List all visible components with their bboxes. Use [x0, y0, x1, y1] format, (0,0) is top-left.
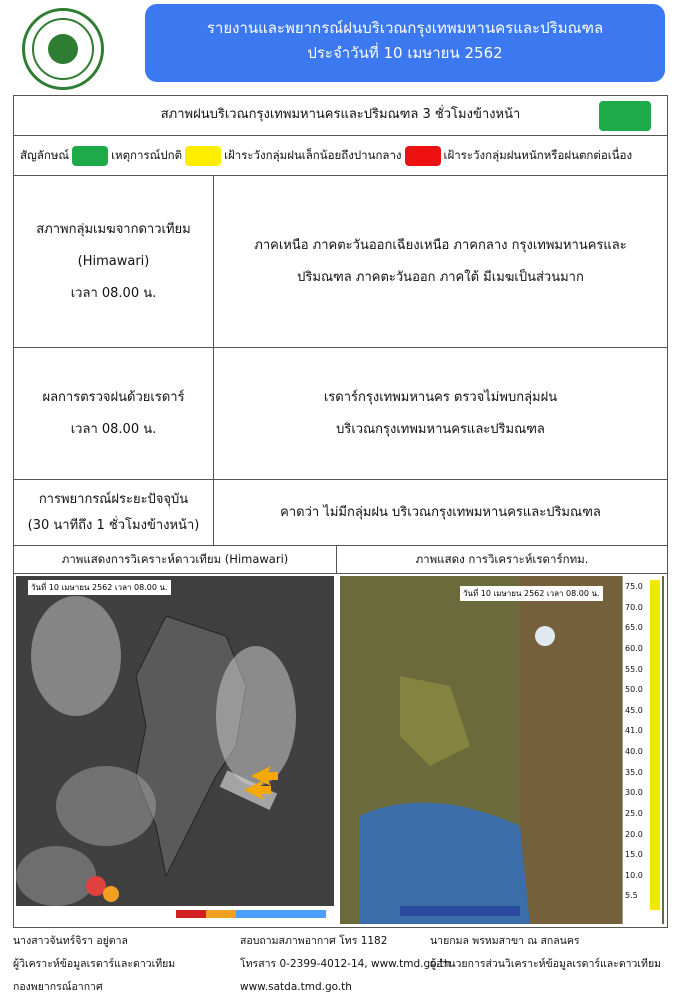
analyst-name: นางสาวจันทร์จิรา อยู่ตาล	[13, 935, 128, 947]
radar-label	[14, 348, 214, 479]
radar-scale-tick: 50.0	[625, 685, 643, 695]
legend-text-heavy-rain: เฝ้าระวังกลุ่มฝนหนักหรือฝนตกต่อเนื่อง	[443, 147, 633, 162]
contact-website[interactable]: www.satda.tmd.go.th	[240, 981, 352, 993]
nowcast-label-title: การพยากรณ์ฝระยะปัจจุบัน	[38, 491, 189, 507]
radar-scale-tick: 30.0	[625, 788, 643, 798]
table-title-row	[14, 96, 667, 136]
satellite-map-graphic	[16, 576, 334, 924]
radar-scale-bar	[650, 580, 660, 910]
satellite-label-title: สภาพกลุ่มเมฆจากดาวเทียม	[36, 221, 191, 237]
radar-scale-tick: 70.0	[625, 602, 643, 612]
radar-timestamp: วันที่ 10 เมษายน 2562 เวลา 08.00 น.	[460, 586, 603, 601]
satellite-row	[14, 176, 667, 348]
radar-scale-tick: 55.0	[625, 664, 643, 674]
logo-emblem	[48, 34, 78, 64]
director-name: นายกมล พรหมสาขา ณ สกลนคร	[430, 935, 580, 947]
images-area	[14, 574, 667, 929]
tmd-logo	[22, 8, 104, 90]
nowcast-text: คาดว่า ไม่มีกลุ่มฝน บริเวณกรุงเทพมหานครและปริมณฑล	[280, 504, 601, 520]
radar-scale-tick: 20.0	[625, 829, 643, 839]
report-table	[13, 95, 668, 928]
radar-row	[14, 348, 667, 480]
satellite-label-time: เวลา 08.00 น.	[70, 285, 157, 301]
satellite-image-caption: ภาพแสดงการวิเคราะห์ดาวเทียม (Himawari)	[14, 546, 337, 573]
radar-scale-tick: 40.0	[625, 747, 643, 756]
legend-text-light-rain: เฝ้าระวังกลุ่มฝนเล็กน้อยถึงปานกลาง	[224, 147, 402, 162]
satellite-text-2: ปริมณฑล ภาคตะวันออก ภาคใต้ มีเมฆเป็นส่วนมาก	[297, 269, 584, 285]
legend-label: สัญลักษณ์	[20, 147, 70, 162]
radar-label-time: เวลา 08.00 น.	[70, 421, 157, 437]
footer	[0, 930, 688, 1000]
radar-scale-tick: 75.0	[625, 582, 643, 591]
satellite-label	[14, 176, 214, 347]
radar-scale-tick: 41.0	[625, 726, 643, 736]
radar-label-title: ผลการตรวจฝนด้วยเรดาร์	[42, 389, 185, 405]
radar-text-1: เรดาร์กรุงเทพมหานคร ตรวจไม่พบกลุ่มฝน	[323, 389, 558, 405]
radar-image	[340, 576, 664, 924]
footer-director	[430, 930, 661, 976]
director-role: ผู้อำนวยการส่วนวิเคราะห์ข้อมูลเรดาร์และดาวเทียม	[430, 958, 662, 970]
radar-text-2: บริเวณกรุงเทพมหานครและปริมณฑล	[336, 421, 545, 437]
header-banner	[145, 4, 665, 82]
report-date: ประจำวันที่ 10 เมษายน 2562	[307, 44, 503, 62]
nowcast-label	[14, 480, 214, 545]
satellite-text-1: ภาคเหนือ ภาคตะวันออกเฉียงเหนือ ภาคกลาง กรุงเทพมหานครและ	[254, 237, 627, 253]
legend-swatch-red	[405, 146, 441, 166]
radar-scale	[622, 576, 662, 924]
analyst-role: ผู้วิเคราะห์ข้อมูลเรดาร์และดาวเทียม	[13, 958, 176, 970]
satellite-image	[16, 576, 334, 924]
nowcast-label-range: (30 นาทีถึง 1 ชั่วโมงข้างหน้า)	[27, 517, 200, 533]
footer-analyst	[13, 930, 175, 999]
satellite-description	[214, 176, 667, 347]
contact-phone: สอบถามสภาพอากาศ โทร 1182	[240, 935, 388, 947]
image-captions-row	[14, 546, 667, 574]
current-status-indicator	[599, 101, 651, 131]
radar-scale-tick: 10.0	[625, 870, 643, 880]
radar-scale-tick: 15.0	[625, 850, 643, 860]
nowcast-description	[214, 480, 667, 545]
footer-contact	[240, 930, 451, 999]
satellite-label-source: (Himawari)	[77, 253, 150, 269]
contact-fax-web[interactable]: โทรสาร 0-2399-4012-14, www.tmd.go.th	[240, 958, 451, 970]
legend-row	[14, 136, 667, 176]
radar-scale-tick: 60.0	[625, 643, 643, 653]
table-title: สภาพฝนบริเวณกรุงเทพมหานครและปริมณฑล 3 ชั่วโมงข้างหน้า	[160, 107, 521, 122]
radar-scale-tick: 35.0	[625, 767, 643, 777]
nowcast-row	[14, 480, 667, 546]
report-title: รายงานและพยากรณ์ฝนบริเวณกรุงเทพมหานครและปริมณฑล	[206, 19, 604, 37]
analyst-division: กองพยากรณ์อากาศ	[13, 981, 103, 993]
radar-scale-tick: 45.0	[625, 705, 643, 715]
logo-ring	[32, 18, 94, 80]
satellite-timestamp: วันที่ 10 เมษายน 2562 เวลา 08.00 น.	[28, 580, 171, 595]
radar-map-graphic	[340, 576, 622, 924]
radar-description	[214, 348, 667, 479]
radar-scale-tick: 5.5	[625, 891, 638, 901]
radar-image-caption: ภาพแสดง การวิเคราะห์เรดาร์กทม.	[415, 551, 589, 566]
legend-swatch-green	[72, 146, 108, 166]
radar-scale-tick: 65.0	[625, 623, 643, 633]
radar-scale-tick: 25.0	[625, 808, 643, 818]
legend-text-normal: เหตุการณ์ปกติ	[111, 147, 183, 162]
legend-swatch-yellow	[185, 146, 221, 166]
